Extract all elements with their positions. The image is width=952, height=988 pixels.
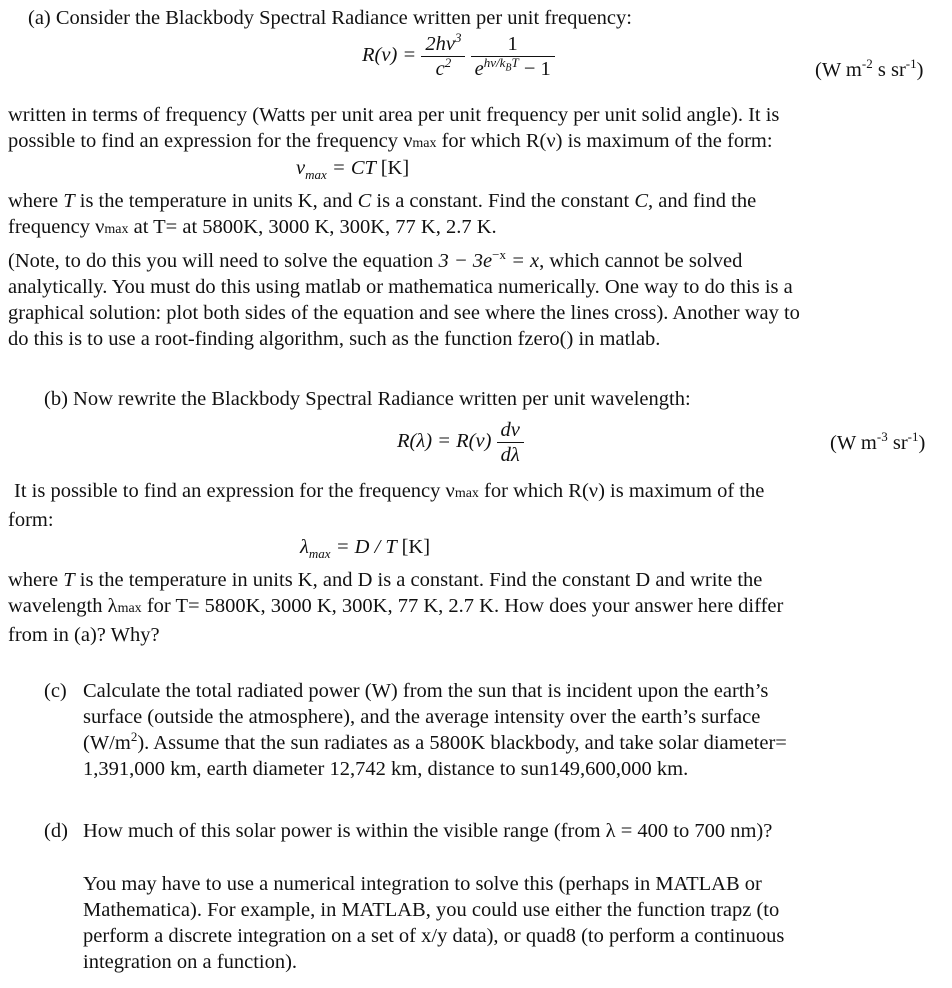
fraction-2hv3-c2: $\frac{2h\nu^3}{c^2}$ <box>421 32 465 81</box>
equation-vmax: $\nu_{max}$ = CT [K] <box>296 157 410 183</box>
equation-planck-frequency <box>362 32 555 81</box>
part-a-intro: (a) Consider the Blackbody Spectral Radiance written per unit frequency: <box>28 7 632 29</box>
eq-lhs: R(ν) = <box>362 44 417 67</box>
part-b-intro: (b) Now rewrite the Blackbody Spectral Radiance written per unit wavelength: <box>44 388 691 410</box>
part-b-text-1: It is possible to find an expression for the frequency νmax for which R(ν) is maximum of the form: <box>8 480 765 531</box>
units-b: (W $m^{-3}$ $sr^{-1}$) <box>830 429 926 454</box>
part-d-question: How much of this solar power is within the visible range (from λ = 400 to 700 nm)? <box>83 820 773 842</box>
part-d-label: (d) <box>44 820 68 842</box>
part-a-text-1: written in terms of frequency (Watts per unit area per unit frequency per unit solid angle). It is possible to find an expression for the frequency νmax for which R(ν) is maximum of the form: <box>8 104 780 152</box>
equation-lambda-max: $\lambda_{max} = D / T$ [K] <box>300 536 431 562</box>
part-c <box>44 678 944 788</box>
part-a-note: (Note, to do this you will need to solve the equation $3 - 3e^{-x} = x$, which cannot be solved analytically. You must do this using matlab or mathematica numerically. One way to do this is a graphical solution: plot both sides of the equation and see where the lines cross). Another way to do this is to use a root-finding algorithm, such as the function fzero() in matlab. <box>8 247 800 350</box>
units-a: (W $m^{-2}$ s $sr^{-1}$) <box>815 56 924 81</box>
part-a-text-2: where T is the temperature in units K, and C is a constant. Find the constant C, and find the frequency νmax at T= at 5800K, 3000 K, 300K, 77 K, 2.7 K. <box>8 190 757 238</box>
part-b-text-2: where T is the temperature in units K, and D is a constant. Find the constant D and write the wavelength λmax for T= 5800K, 3000 K, 300K, 77 K, 2.7 K. How does your answer here differ from in (a)? Why? <box>8 569 784 646</box>
fraction-dv-dlambda: $\frac{d\nu}{d\lambda}$ <box>497 418 524 467</box>
part-d-hint: You may have to use a numerical integration to solve this (perhaps in MATLAB or Mathematica). For example, in MATLAB, you could use either the function trapz (to perform a discrete integration on a set of x/y data), or quad8 (to perform a continuous integration on a function). <box>83 873 785 973</box>
part-d <box>44 818 944 848</box>
equation-planck-wavelength: R(λ) = R(ν) $\frac{d\nu}{d\lambda}$ <box>397 418 524 467</box>
fraction-bose-factor: $\frac{1}{e^{h\nu/k_BT} - 1}$ <box>471 32 555 81</box>
part-c-label: (c) <box>44 680 67 702</box>
part-c-body: Calculate the total radiated power (W) from the sun that is incident upon the earth’s surface (outside the atmosphere), and the average intensity over the earth’s surface $(W/m^2)$. Assume that the sun radiates as a 5800K blackbody, and take solar diameter= 1,391,000 km, earth diameter 12,742 km, distance to sun149,600,000 km. <box>83 680 787 780</box>
